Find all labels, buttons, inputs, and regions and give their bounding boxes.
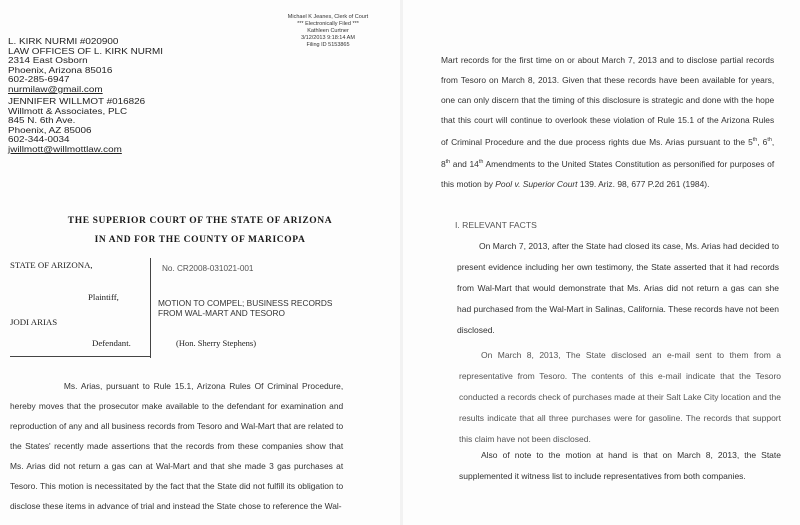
court-name: THE SUPERIOR COURT OF THE STATE OF ARIZONA bbox=[67, 216, 333, 226]
case-citation: Pool v. Superior Court bbox=[495, 178, 578, 189]
attorney-email: jwillmott@willmottlaw.com bbox=[8, 143, 122, 154]
amendment-separator-3: and 14 bbox=[450, 158, 479, 169]
stamp-filing-id: Filing ID 5153865 bbox=[306, 42, 350, 48]
amendment-separator-1: , 6 bbox=[757, 136, 768, 147]
attorney-email: nurmilaw@gmail.com bbox=[8, 83, 103, 94]
plaintiff-party: STATE OF ARIZONA, bbox=[10, 260, 93, 270]
attorney-phone: 602-285-6947 bbox=[8, 74, 70, 85]
continued-text-2: Amendments to the United States Constitution as personified for purposes of this motion by bbox=[441, 158, 775, 189]
section-heading: I. RELEVANT FACTS bbox=[455, 220, 537, 230]
attorney-name: L. KIRK NURMI #020900 bbox=[8, 36, 119, 46]
plaintiff-role: Plaintiff, bbox=[88, 292, 119, 302]
amendment-separator-2: , 8 bbox=[441, 136, 775, 169]
attorney-street: 2314 East Osborn bbox=[8, 55, 88, 66]
attorney-firm: Willmott & Associates, PLC bbox=[8, 105, 128, 116]
caption-vertical-rule bbox=[150, 258, 151, 358]
continued-paragraph bbox=[441, 50, 774, 194]
right-document-page bbox=[403, 0, 800, 525]
attorney-firm: LAW OFFICES OF L. KIRK NURMI bbox=[8, 45, 164, 56]
attorney-block-nurmi bbox=[8, 37, 163, 95]
facts-paragraph-1 bbox=[457, 236, 779, 341]
caption-horizontal-rule bbox=[10, 356, 150, 357]
attorney-block-willmott bbox=[8, 97, 145, 155]
case-number: No. CR2008-031021-001 bbox=[162, 264, 254, 273]
facts-paragraph-3 bbox=[459, 445, 781, 487]
continued-text: Mart records for the first time on or about March 7, 2013 and to disclose partial records from Tesoro on March 8, 2013. Given that these records have been available for years, one can only discern that the timing of this disclosure is strategic and done with the hope that this court will continue to overlook these violation of Rule 15.1 of the Arizona Rules of Criminal Procedure and the due process rights due Ms. Arias pursuant to the 5 bbox=[441, 55, 775, 147]
superscript-6th: th bbox=[767, 137, 772, 143]
superscript-8th: th bbox=[445, 158, 451, 165]
clerk-filing-stamp bbox=[258, 14, 398, 49]
defendant-role: Defendant. bbox=[92, 338, 131, 348]
facts-paragraph-2 bbox=[459, 345, 781, 450]
defendant-party: JODI ARIAS bbox=[10, 317, 58, 327]
stamp-efiled: *** Electronically Filed *** bbox=[297, 21, 359, 27]
superscript-5th: th bbox=[752, 137, 758, 143]
motion-title: MOTION TO COMPEL; BUSINESS RECORDS FROM WAL-MART AND TESORO bbox=[158, 298, 333, 318]
stamp-datetime: 3/12/2013 9:18:14 AM bbox=[301, 35, 355, 41]
continued-text-3: 139. Ariz. 98, 677 P.2d 261 (1984). bbox=[577, 178, 710, 189]
intro-paragraph: Ms. Arias, pursuant to Rule 15.1, Arizona Rules Of Criminal Procedure, hereby moves that the prosecutor make available to the defendant for examination and reproduction of any and all business records from Tesoro and Wal-Mart that are related to the States' recently made assertions that the records from these companies show that Ms. Arias did not return a gas can at Wal-Mart and that she made 3 gas purchases at Tesoro. This motion is necessitated by the fact that the State did not fulfill its obligation to disclose these items in advance of trial and instead the State chose to reference the Wal- bbox=[10, 381, 344, 511]
attorney-phone: 602-344-0034 bbox=[8, 134, 70, 145]
facts-text-3: Also of note to the motion at hand is that on March 8, 2013, the State supplemented it witness list to include representatives from both companies. bbox=[459, 450, 781, 481]
attorney-name: JENNIFER WILLMOT #016826 bbox=[8, 96, 146, 106]
facts-text-2: On March 8, 2013, The State disclosed an e-mail sent to them from a representative from Tesoro. The contents of this e-mail indicate that the Tesoro conducted a records check of purchases made at their Salt Lake City location and the results indicate that all three purchases were for gasoline. The records that support this claim have not been disclosed. bbox=[459, 350, 781, 444]
stamp-deputy: Kathleen Curtner bbox=[307, 28, 349, 34]
attorney-street: 845 N. 6th Ave. bbox=[8, 115, 76, 126]
judge-name: (Hon. Sherry Stephens) bbox=[176, 338, 257, 348]
stamp-clerk: Michael K Jeanes, Clerk of Court bbox=[287, 14, 369, 20]
superscript-14th: th bbox=[478, 158, 484, 165]
motion-intro-body bbox=[10, 376, 343, 516]
attorney-city: Phoenix, AZ 85006 bbox=[8, 124, 92, 135]
court-county: IN AND FOR THE COUNTY OF MARICOPA bbox=[94, 235, 306, 245]
facts-text-1: On March 7, 2013, after the State had closed its case, Ms. Arias had decided to present evidence including her own testimony, the State asserted that it had records from Wal-Mart that would demonstrate that Ms. Arias did not return a gas can she had purchased from the Wal-Mart in Salinas, California. These records have not been disclosed. bbox=[457, 241, 779, 335]
attorney-city: Phoenix, Arizona 85016 bbox=[8, 64, 113, 75]
